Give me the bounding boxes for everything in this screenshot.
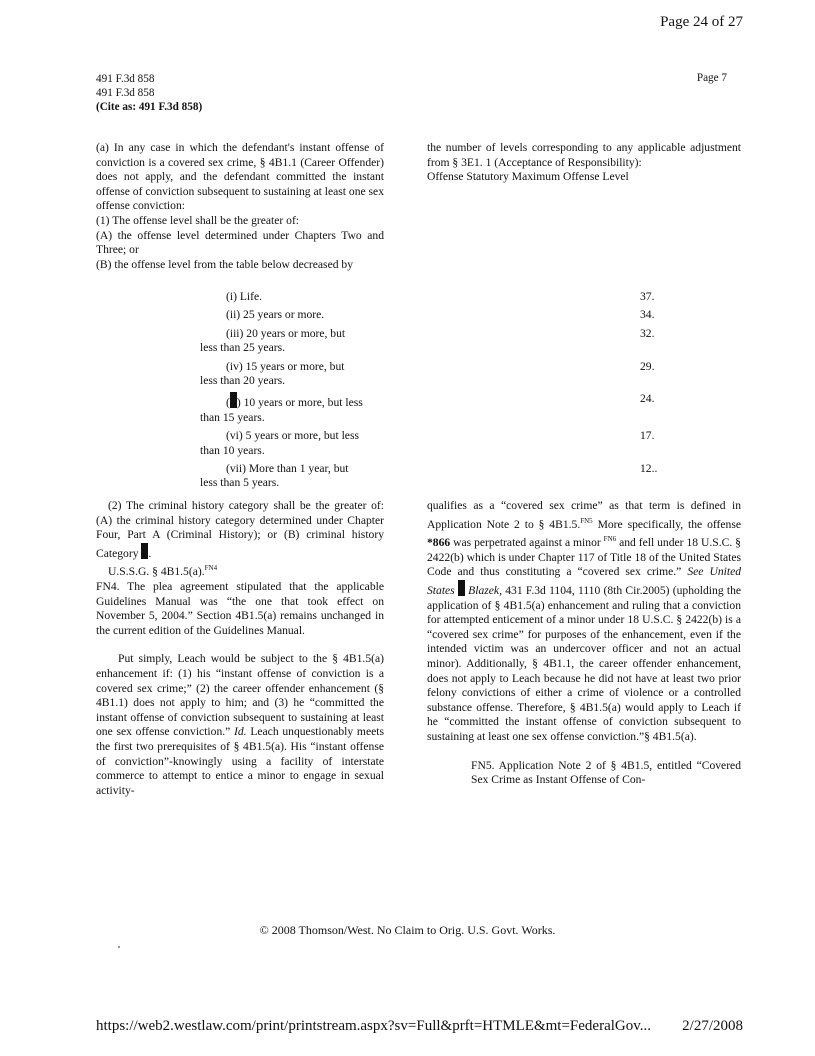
offense-level-table bbox=[200, 290, 660, 495]
citation-line: 491 F.3d 858 bbox=[96, 73, 155, 85]
row-label: (i) Life. bbox=[226, 290, 263, 303]
text-segment: qualifies as a “covered sex crime” as that term is defined in Application Note 2 to § 4B1.5. bbox=[427, 499, 741, 531]
ussg-citation bbox=[96, 561, 384, 580]
covered-sex-crime-paragraph bbox=[427, 499, 741, 745]
row-value: 24. bbox=[640, 392, 655, 406]
citation-header bbox=[96, 72, 202, 114]
print-date: 2/27/2008 bbox=[682, 1018, 743, 1034]
table-row bbox=[200, 392, 660, 425]
row-value: 37. bbox=[640, 290, 655, 303]
row-label bbox=[200, 392, 400, 410]
page-number: Page 24 of 27 bbox=[660, 14, 743, 30]
row-value: 34. bbox=[640, 308, 655, 322]
row-label-post: ) 10 years or more, but less bbox=[236, 396, 363, 410]
table-row bbox=[200, 429, 660, 458]
put-simply-paragraph bbox=[96, 652, 384, 798]
case-citation-see: See United States bbox=[427, 565, 742, 597]
paragraph-2-text: (2) The criminal history category shall be the greater of: (A) the criminal history category determined under Chapter Four, Part A (Criminal History); or (B) criminal history Category bbox=[96, 499, 384, 560]
paragraph-a: (a) In any case in which the defendant's instant offense of conviction is a covered sex crime, § 4B1.1 (Career Offender) does not apply, and the defendant committed the instant offense of conviction subsequent to sustaining at least one sex offense conviction: bbox=[96, 141, 384, 213]
table-row bbox=[200, 308, 660, 322]
citation-line: 491 F.3d 858 bbox=[96, 87, 155, 99]
row-label-cont: than 10 years. bbox=[200, 443, 265, 457]
redaction-mark bbox=[458, 580, 465, 596]
row-label-cont: than 15 years. bbox=[200, 410, 265, 424]
row-label-cont: less than 5 years. bbox=[200, 476, 280, 490]
row-label: (ii) 25 years or more. bbox=[226, 308, 325, 322]
row-label-pre: ( bbox=[226, 396, 230, 410]
redaction-mark bbox=[230, 392, 237, 408]
text-segment: More specifically, the offense bbox=[597, 517, 741, 531]
scan-artifact bbox=[118, 946, 120, 948]
row-label: (iii) 20 years or more, but bbox=[226, 326, 346, 340]
row-value: 29. bbox=[640, 359, 655, 373]
table-row bbox=[200, 462, 660, 491]
paragraph-2-end: . bbox=[148, 546, 152, 560]
footnote-ref-fn6[interactable]: FN6 bbox=[603, 535, 617, 544]
put-simply-text-cont: Leach unquestionably meets the first two prerequisites of § 4B1.5(a). His “instant offense of conviction”-knowingly using a facility of interstate commerce to attempt to entice a minor to engage in sexual activity- bbox=[96, 725, 384, 797]
row-value: 12.. bbox=[640, 462, 658, 476]
right-column-top bbox=[427, 141, 741, 185]
text-segment: 431 F.3d 1104, 1110 (8th Cir.2005) (upholding the application of § 4B1.5(a) enhancement and ruling that a conviction for attempted enticement of a minor under 18 U.S.C. § 2422(b) is a “covered sex crime” for purposes of the enhancement, even if the intended victim was an undercover officer and not an actual minor). Additionally, § 4B1.1, the career offender enhancement, does not apply to Leach because he did not have at least two prior felony convictions of either a crime of violence or a controlled substance offense. Therefore, § 4B1.5(a) would apply to Leach if he “committed the instant offense of conviction subsequent to sustaining at least one sex offense conviction.”§ 4B1.5(a). bbox=[427, 583, 742, 743]
right-column-bottom bbox=[427, 499, 741, 788]
row-label: (iv) 15 years or more, but bbox=[226, 359, 345, 373]
paragraph-2 bbox=[96, 499, 384, 561]
cite-as-line: (Cite as: 491 F.3d 858) bbox=[96, 101, 203, 113]
paragraph-1: (1) The offense level shall be the greater of: bbox=[96, 213, 300, 227]
table-header: Offense Statutory Maximum Offense Level bbox=[427, 170, 629, 184]
left-column-top bbox=[96, 141, 384, 272]
footnote-fn4: FN4. The plea agreement stipulated that the applicable Guidelines Manual was “the one that took effect on November 5, 2004.” Section 4B1.5(a) remains unchanged in the current edition of the Guidelines Manual. bbox=[96, 579, 384, 637]
table-row bbox=[200, 360, 660, 389]
row-label-cont: less than 25 years. bbox=[200, 341, 286, 355]
ussg-text: U.S.S.G. § 4B1.5(a). bbox=[108, 565, 205, 579]
copyright-notice: © 2008 Thomson/West. No Claim to Orig. U.S. Govt. Works. bbox=[259, 923, 556, 937]
paragraph-B: (B) the offense level from the table below decreased by bbox=[96, 257, 353, 271]
footnote-fn5: FN5. Application Note 2 of § 4B1.5, entitled “Covered Sex Crime as Instant Offense of Con- bbox=[471, 758, 741, 787]
text-segment: was perpetrated against a minor bbox=[453, 536, 601, 550]
put-simply-text: Put simply, Leach would be subject to the § 4B1.5(a) enhancement if: (1) his “instant offense of conviction is a covered sex crime;” (2) the career offender enhancement (§ 4B1.1) does not apply to him; and (3) he “committed the instant offense of conviction subsequent to sustaining at least one sex offense conviction.” bbox=[96, 652, 384, 739]
star-page-marker: *866 bbox=[427, 536, 451, 550]
row-value: 17. bbox=[640, 429, 655, 443]
row-value: 32. bbox=[640, 326, 655, 340]
left-column-bottom bbox=[96, 499, 384, 798]
print-url: https://web2.westlaw.com/print/printstream.aspx?sv=Full&prft=HTMLE&mt=FederalGov... bbox=[96, 1018, 652, 1034]
table-row bbox=[200, 327, 660, 356]
footnote-ref-fn4[interactable]: FN4 bbox=[204, 564, 218, 573]
row-label-cont: less than 20 years. bbox=[200, 374, 286, 388]
row-label: (vii) More than 1 year, but bbox=[226, 462, 349, 476]
document-page-number: Page 7 bbox=[696, 72, 727, 84]
footnote-ref-fn5[interactable]: FN5 bbox=[580, 516, 593, 525]
continuation-text: the number of levels corresponding to any applicable adjustment from § 3E1. 1 (Acceptance of Responsibility): bbox=[427, 141, 741, 169]
text-segment: and fell under 18 U.S.C. § 2422(b) which is under Chapter 117 of Title 18 of the United States Code and thus constituting a “covered sex crime.” bbox=[427, 536, 741, 579]
table-row bbox=[200, 290, 660, 304]
case-name: Blazek, bbox=[468, 583, 502, 597]
row-label: (vi) 5 years or more, but less bbox=[226, 429, 359, 443]
id-citation: Id. bbox=[234, 725, 247, 739]
paragraph-A: (A) the offense level determined under Chapters Two and Three; or bbox=[96, 228, 384, 257]
